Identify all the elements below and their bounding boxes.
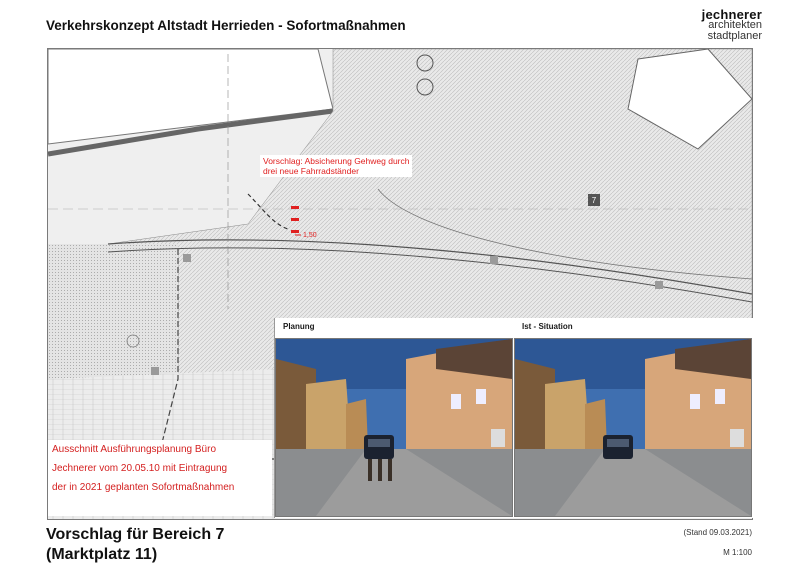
- dimension-label: 1,50: [303, 232, 317, 239]
- logo-line-1: jechnerer: [701, 7, 762, 22]
- street-photo-current: [515, 339, 751, 516]
- logo-line-2: architekten: [708, 19, 762, 31]
- section-title-line-2: (Marktplatz 11): [46, 546, 158, 563]
- proposal-label: [260, 155, 412, 177]
- marker: [490, 256, 498, 264]
- logo-line-3: stadtplaner: [707, 30, 762, 42]
- marker: [655, 281, 663, 289]
- section-title-line-1: Vorschlag für Bereich 7: [46, 526, 225, 543]
- bike-stand: [291, 206, 299, 209]
- excerpt-note-line-1: Ausschnitt Ausführungsplanung Büro: [52, 444, 216, 455]
- bike-stand: [291, 218, 299, 221]
- excerpt-note-line-2: Jechnerer vom 20.05.10 mit Eintragung: [52, 463, 228, 474]
- photo-planning: [275, 338, 513, 517]
- section-title: [46, 525, 224, 565]
- status-date: (Stand 09.03.2021): [683, 528, 752, 537]
- page-title: Verkehrskonzept Altstadt Herrieden - Sofortmaßnahmen: [46, 18, 406, 33]
- company-logo: [702, 9, 762, 42]
- photo-label-planning: Planung: [275, 318, 511, 336]
- excerpt-note-line-3: der in 2021 geplanten Sofortmaßnahmen: [52, 482, 235, 493]
- excerpt-note: [48, 440, 272, 516]
- street-photo-planning: [276, 339, 512, 516]
- proposal-label-line-1: Vorschlag: Absicherung Gehweg durch: [263, 156, 410, 166]
- bike-stand: [291, 230, 299, 233]
- marker: [183, 254, 191, 262]
- photo-comparison: [274, 318, 753, 518]
- lower-left-surface: [48, 244, 178, 379]
- marker: [151, 367, 159, 375]
- photo-current: [514, 338, 752, 517]
- scale-label: M 1:100: [723, 548, 752, 557]
- area-marker: 7: [591, 196, 597, 205]
- photo-label-current: Ist - Situation: [514, 318, 750, 336]
- proposal-label-line-2: drei neue Fahrradständer: [263, 166, 359, 176]
